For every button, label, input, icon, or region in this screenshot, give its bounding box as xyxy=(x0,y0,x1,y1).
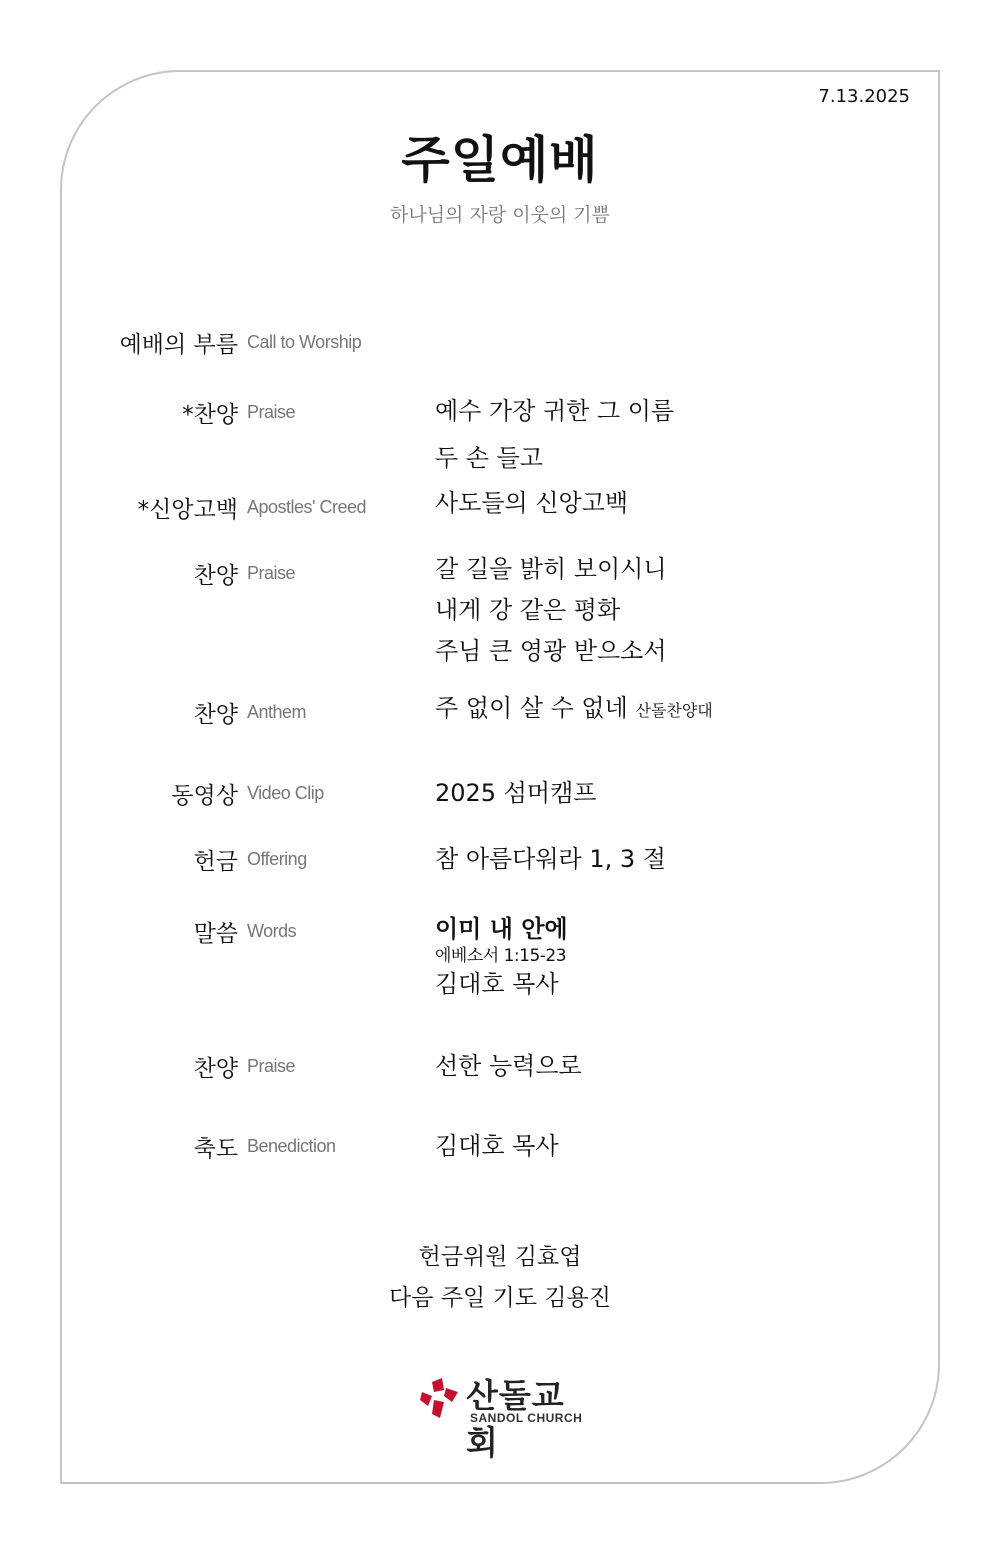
church-name: 산돌교회 xyxy=(466,1376,565,1462)
order-content xyxy=(435,1046,582,1087)
order-label-ko: 찬양 xyxy=(193,702,238,728)
order-label-ko: 예배의 부름 xyxy=(119,332,238,358)
page-title: 주일예배 xyxy=(401,131,599,189)
order-label-ko: 찬양 xyxy=(193,1056,238,1082)
anthem-title: 주 없이 살 수 없네 xyxy=(435,694,628,722)
church-logo xyxy=(418,1370,588,1462)
order-label-en: Offering xyxy=(247,849,307,869)
church-logo-icon xyxy=(418,1374,462,1420)
order-label-en: Praise xyxy=(247,402,296,422)
order-content xyxy=(435,773,596,814)
choir-name: 산돌찬양대 xyxy=(635,701,713,720)
song-title: 주님 큰 영광 받으소서 xyxy=(435,637,667,665)
sermon-title: 이미 내 안에 xyxy=(435,915,568,943)
next-prayer: 다음 주일 기도 김용진 xyxy=(389,1285,611,1311)
order-label-en: Call to Worship xyxy=(247,332,362,352)
order-content xyxy=(435,913,568,1001)
order-label-ko: 찬양 xyxy=(193,563,238,589)
order-content xyxy=(435,688,713,731)
order-label-en: Apostles' Creed xyxy=(247,497,367,517)
creed-title: 사도들의 신앙고백 xyxy=(435,489,629,517)
order-label-en: Anthem xyxy=(247,702,307,722)
order-label-ko: 말씀 xyxy=(193,921,238,947)
order-content xyxy=(435,483,628,524)
order-content xyxy=(435,1126,559,1167)
preacher-name: 김대호 목사 xyxy=(435,970,559,998)
order-label-ko: 동영상 xyxy=(171,783,238,809)
offering-committee: 헌금위원 김효엽 xyxy=(418,1244,582,1270)
order-content xyxy=(435,388,674,482)
order-label-en: Video Clip xyxy=(247,783,324,803)
order-label-ko: *신앙고백 xyxy=(137,497,238,523)
service-date: 7.13.2025 xyxy=(818,86,910,107)
order-label-ko: 헌금 xyxy=(193,849,238,875)
song-title: 두 손 들고 xyxy=(435,444,543,472)
order-content xyxy=(435,839,666,880)
church-name-en: SANDOL CHURCH xyxy=(470,1411,583,1425)
song-title: 선한 능력으로 xyxy=(435,1052,582,1080)
order-label-en: Benediction xyxy=(247,1136,336,1156)
order-label-en: Praise xyxy=(247,563,296,583)
offering-hymn: 참 아름다워라 1, 3 절 xyxy=(435,845,666,873)
scripture-reference: 에베소서 1:15-23 xyxy=(435,946,567,966)
song-title: 내게 강 같은 평화 xyxy=(435,596,621,624)
order-label-ko: *찬양 xyxy=(182,402,238,428)
order-content xyxy=(435,549,667,672)
song-title: 예수 가장 귀한 그 이름 xyxy=(435,397,675,425)
page-subtitle: 하나님의 자랑 이웃의 기쁨 xyxy=(389,204,610,226)
benediction-pastor: 김대호 목사 xyxy=(435,1132,559,1160)
video-title: 2025 섬머캠프 xyxy=(435,779,597,807)
song-title: 갈 길을 밝히 보이시니 xyxy=(435,555,667,583)
order-label-en: Praise xyxy=(247,1056,296,1076)
order-label-en: Words xyxy=(247,921,297,941)
order-label-ko: 축도 xyxy=(193,1136,238,1162)
